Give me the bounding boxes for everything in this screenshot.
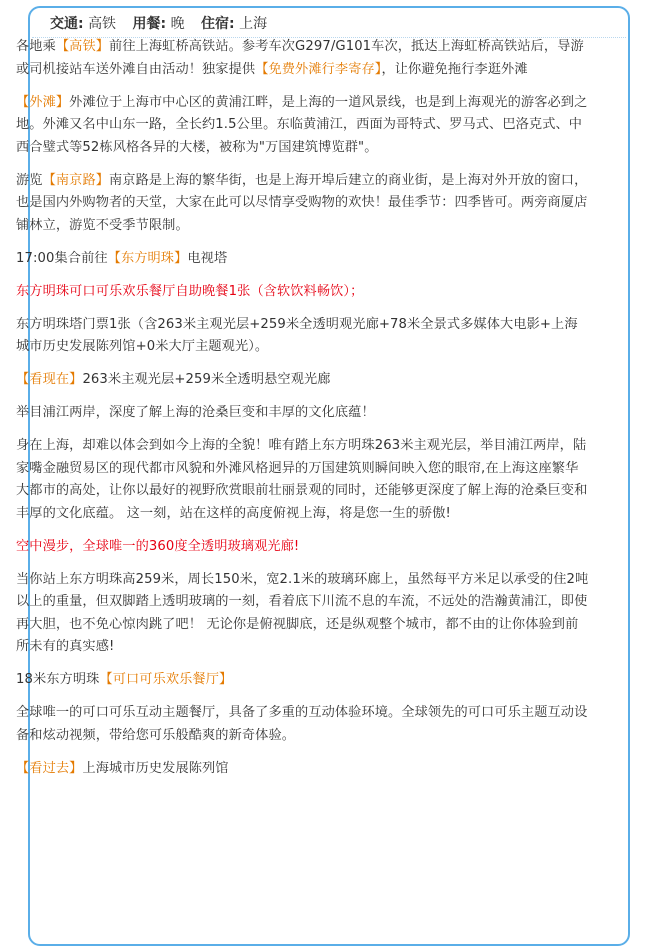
- red-sky-walk: 空中漫步，全球唯一的360度全透明玻璃观光廊!: [16, 538, 300, 554]
- transport-value: 高铁: [88, 16, 117, 32]
- highlight-bund: 【外滩】: [16, 94, 70, 110]
- paragraph-gather: [16, 248, 590, 271]
- paragraph-glass-corridor: [16, 569, 590, 659]
- text: 263米主观光层+259米全透明悬空观光廊: [82, 372, 331, 387]
- itinerary-content: [16, 36, 590, 791]
- text: 全球唯一的可口可乐互动主题餐厅，具备了多重的互动体验环境。全球领先的可口可乐主题互动设备和炫动视频，带给您可乐般酷爽的新奇体验。: [16, 705, 588, 743]
- text: 17:00集合前往: [16, 250, 108, 266]
- highlight-see-now: 【看现在】: [16, 372, 83, 387]
- text: 当你站上东方明珠高259米，周长150米，宽2.1米的玻璃环廊上，虽然每平方米足以承受的住2吨以上的重量，但双脚踏上透明玻璃的一刻，看着底下川流不息的车流，不远处的浩瀚黄浦江，即使再大胆，也不免心惊肉跳了吧！ 无论你是俯视脚底，还是纵观整个城市，都不由的让你体验到前所未有的真实感!: [16, 571, 589, 654]
- paragraph-arrival: [16, 36, 590, 81]
- paragraph-in-shanghai: [16, 435, 590, 525]
- text: 前往上海虹桥高铁站。参考车次G297/G101车次，抵达上海虹桥高铁站后，导游或司机接站车送外滩自由活动！独家提供: [16, 39, 584, 77]
- text: 上海城市历史发展陈列馆: [82, 760, 229, 776]
- text: 身在上海，却难以体会到如今上海的全貌！唯有踏上东方明珠263米主观光层，举目浦江两岸，陆家嘴金融贸易区的现代都市风貌和外滩风格迥异的万国建筑则瞬间映入您的眼帘,在上海这座繁华大都市的高处，让你以最好的视野欣赏眼前壮丽景观的同时，还能够更深度了解上海的沧桑巨变和丰厚的文化底蕴。 这一刻，站在这样的高度俯视上海，将是您一生的骄傲!: [16, 438, 588, 521]
- paragraph-overlook: [16, 402, 590, 425]
- red-dinner-note: 东方明珠可口可乐欢乐餐厅自助晚餐1张（含软饮料畅饮）；: [16, 283, 364, 299]
- text: 举目浦江两岸，深度了解上海的沧桑巨变和丰厚的文化底蕴！: [16, 405, 375, 420]
- paragraph-dinner: [16, 281, 590, 304]
- paragraph-see-past: [16, 758, 590, 781]
- highlight-luggage-storage: 【免费外滩行李寄存】: [255, 61, 382, 77]
- stay-label: 住宿:: [201, 16, 235, 32]
- stay-value: 上海: [239, 16, 268, 32]
- paragraph-ticket: [16, 314, 590, 359]
- day-info-bar: [32, 10, 626, 38]
- paragraph-sky-walk: [16, 536, 590, 559]
- text: ，让你避免拖行李逛外滩: [381, 61, 528, 77]
- highlight-coke-restaurant: 【可口可乐欢乐餐厅】: [99, 672, 233, 687]
- text: 外滩位于上海市中心区的黄浦江畔，是上海的一道风景线，也是到上海观光的游客必到之地。外滩又名中山东一路，全长约1.5公里。东临黄浦江，西面为哥特式、罗马式、巴洛克式、中西合璧式等52栋风格各异的大楼，被称为"万国建筑博览群"。: [16, 94, 588, 155]
- paragraph-restaurant: [16, 702, 590, 747]
- paragraph-bund: [16, 92, 590, 160]
- text: 各地乘: [16, 39, 56, 54]
- highlight-nanjing-road: 【南京路】: [42, 172, 110, 188]
- meal-label: 用餐:: [132, 16, 167, 32]
- highlight-see-past: 【看过去】: [16, 760, 83, 776]
- highlight-oriental-pearl: 【东方明珠】: [107, 250, 188, 266]
- paragraph-restaurant-title: [16, 669, 590, 692]
- text: 南京路是上海的繁华街，也是上海开埠后建立的商业街，是上海对外开放的窗口，也是国内外购物者的天堂，大家在此可以尽情享受购物的欢快！最佳季节：四季皆可。两旁商厦店铺林立，游览不受季节限制。: [16, 172, 588, 233]
- paragraph-see-now: [16, 369, 590, 392]
- paragraph-nanjing-road: [16, 170, 590, 238]
- highlight-high-speed-rail: 【高铁】: [55, 39, 110, 54]
- text: 电视塔: [187, 250, 228, 266]
- text: 18米东方明珠: [16, 672, 100, 687]
- meal-value: 晚: [170, 16, 185, 32]
- text: 东方明珠塔门票1张（含263米主观光层+259米全透明观光廊+78米全景式多媒体大电影+上海城市历史发展陈列馆+0米大厅主题观光）。: [16, 316, 578, 354]
- transport-label: 交通:: [50, 16, 84, 32]
- text: 游览: [16, 172, 43, 188]
